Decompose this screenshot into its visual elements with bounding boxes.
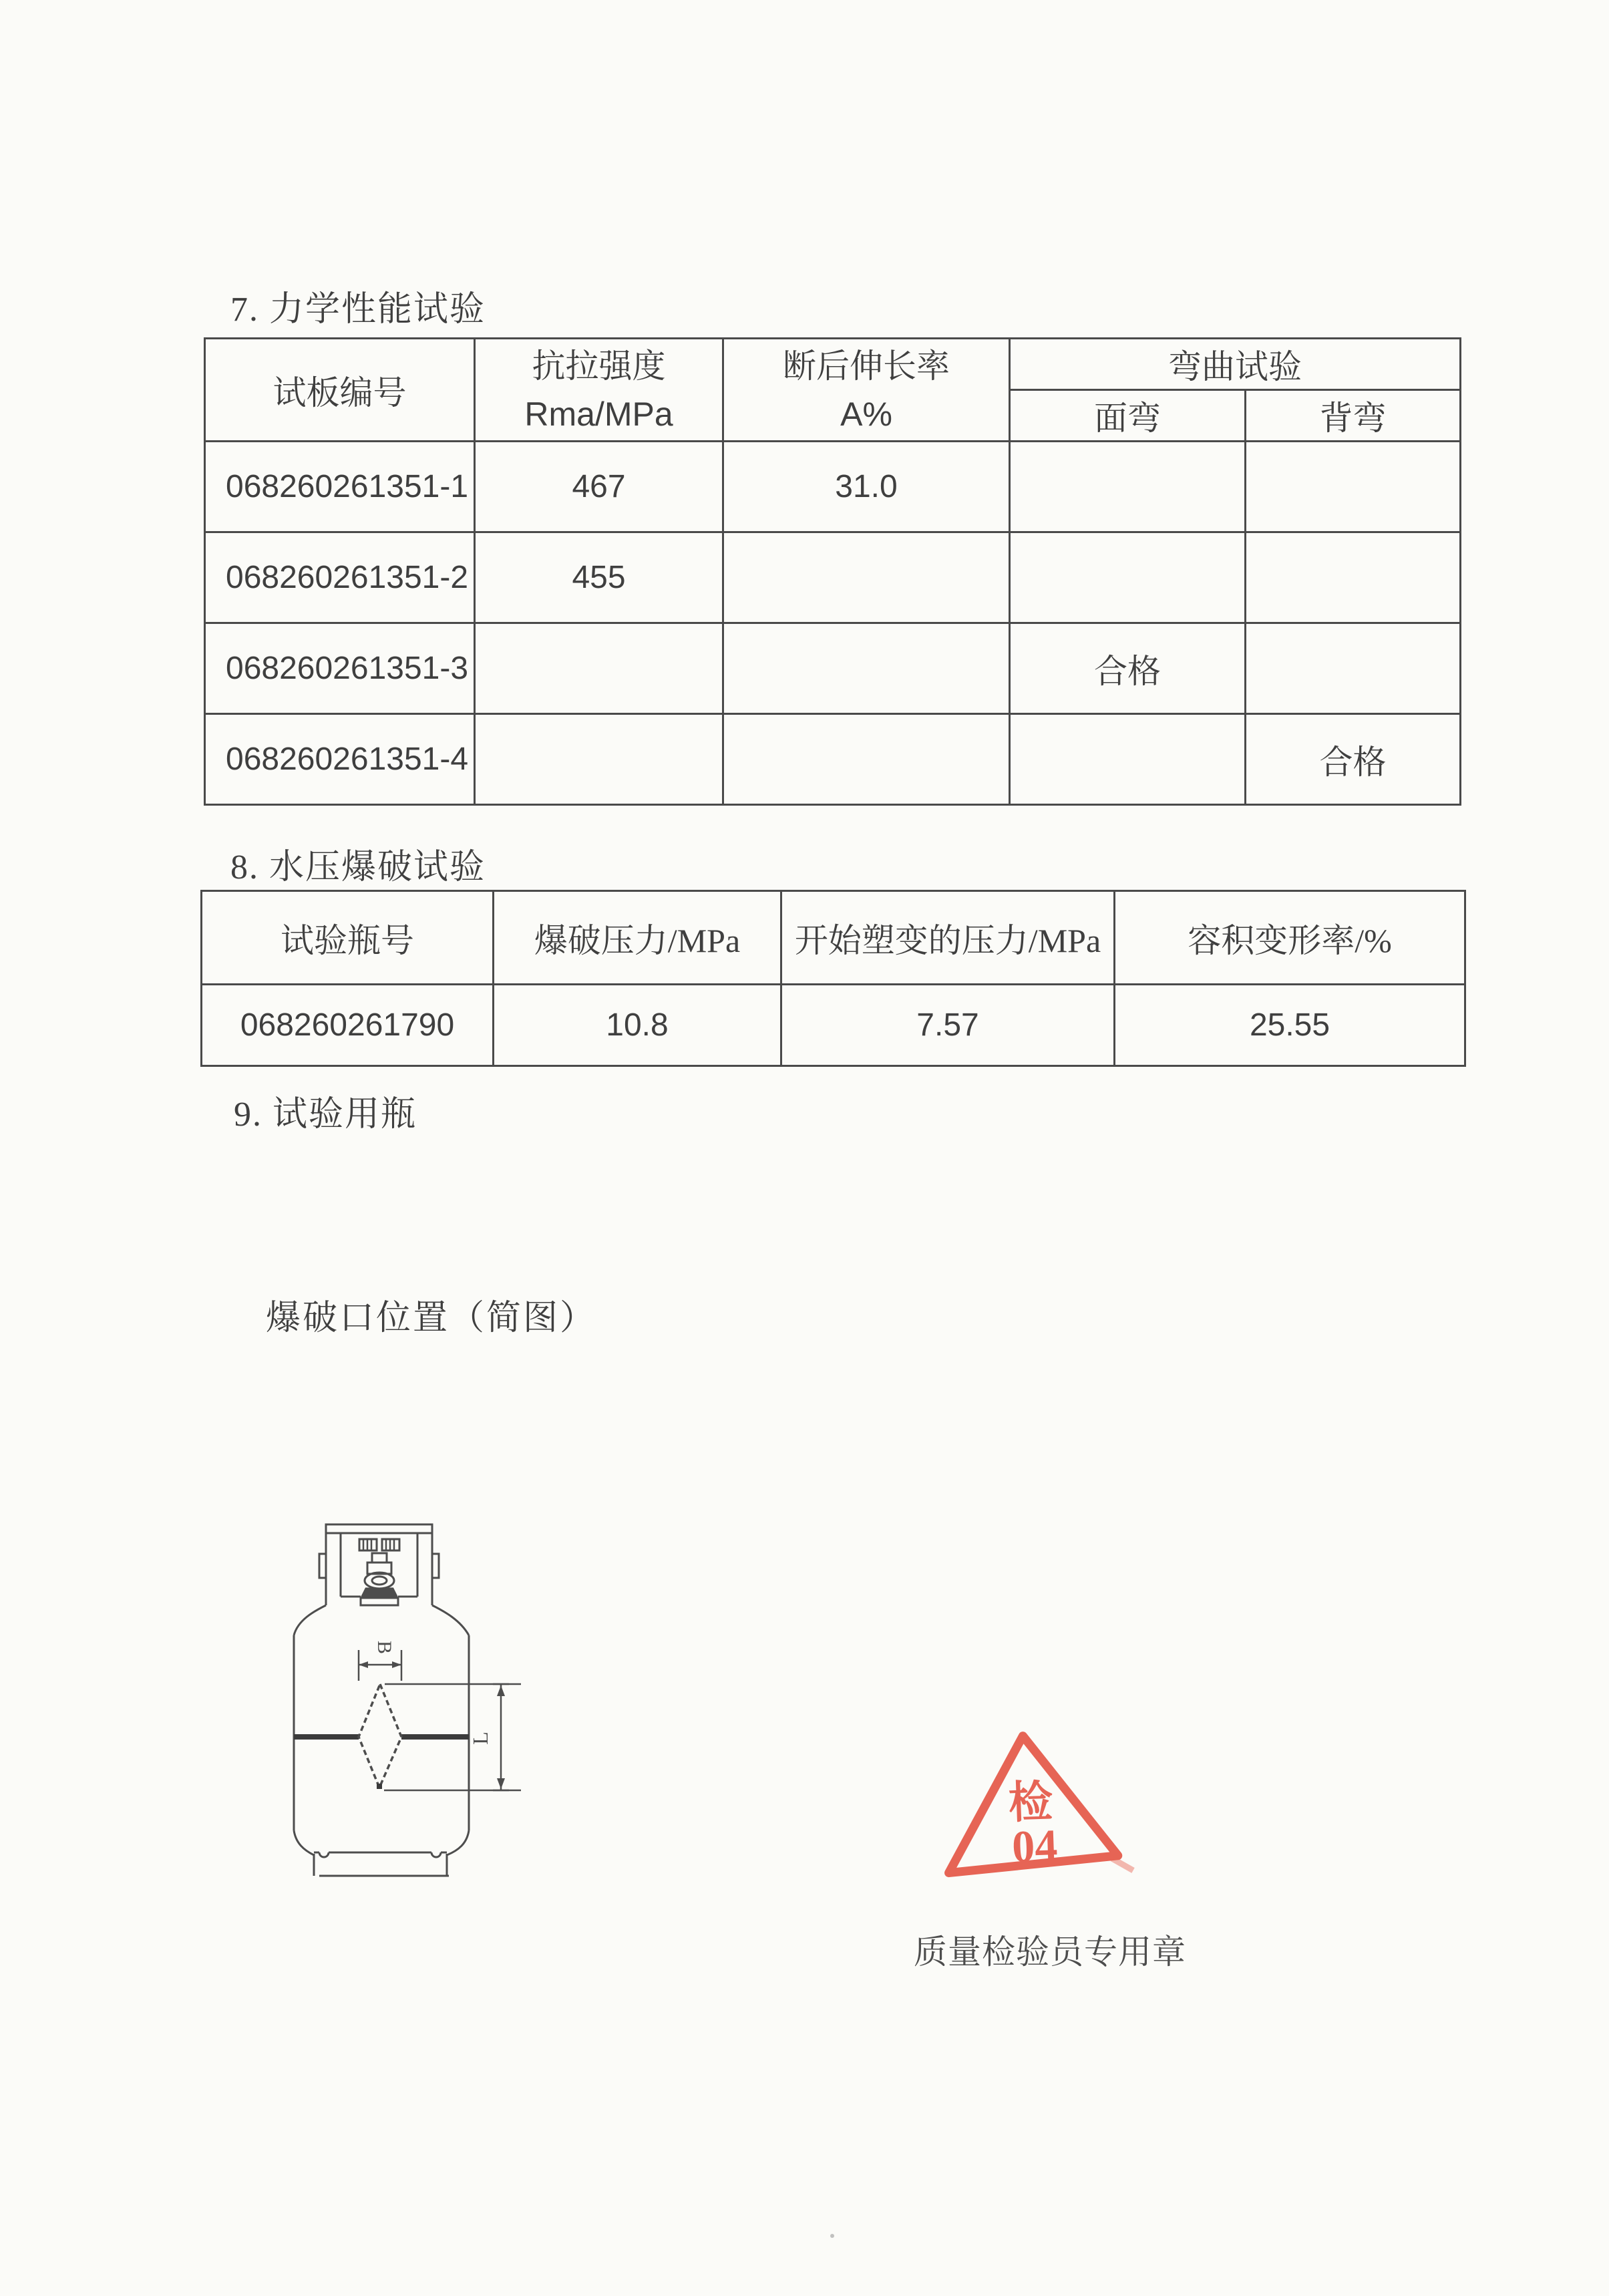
tensile-header-line1: 抗拉强度: [532, 347, 666, 385]
mechanical-test-table: [204, 337, 1461, 806]
stamp-number: 04: [1011, 1819, 1059, 1872]
stamp-ink-smudge: [1112, 1858, 1133, 1871]
dim-b-arrow-left: [359, 1661, 368, 1668]
back-bend-cell: [1246, 623, 1461, 714]
foot-notch-left: [319, 1852, 329, 1857]
col-header-bottle-id: 试验瓶号: [202, 891, 494, 985]
face-bend-cell: 合格: [1010, 623, 1246, 714]
table-row: [205, 442, 1461, 532]
dim-l-arrow-bottom: [497, 1778, 505, 1789]
back-bend-cell: [1246, 442, 1461, 532]
elongation-header-line2: A%: [840, 395, 892, 433]
face-bend-cell: [1010, 442, 1246, 532]
specimen-id-cell: 068260261351-3: [205, 623, 475, 714]
elongation-header-line1: 断后伸长率: [783, 347, 950, 385]
table-row: [205, 623, 1461, 714]
table-row: [205, 714, 1461, 805]
dim-label-l: L: [468, 1732, 492, 1745]
table-row: [205, 532, 1461, 623]
elongation-cell: [723, 623, 1010, 714]
shoulder-right: [432, 1605, 469, 1635]
burst-test-table: [200, 890, 1466, 1067]
section7-title: 7. 力学性能试验: [230, 291, 486, 329]
col-header-tensile-strength: [475, 339, 723, 442]
col-header-elongation: [723, 339, 1010, 442]
back-bend-cell: [1246, 532, 1461, 623]
specimen-id-cell: 068260261351-1: [205, 442, 475, 532]
col-header-face-bend: 面弯: [1010, 390, 1246, 442]
burst-location-label: 爆破口位置（简图）: [266, 1299, 597, 1337]
burst-diamond: [359, 1684, 401, 1788]
shoulder-left: [294, 1605, 326, 1635]
guard-top-band: [326, 1524, 432, 1533]
stamp-symbol: 检: [1007, 1778, 1054, 1828]
table-row: [202, 985, 1465, 1066]
scan-speck: [830, 2234, 834, 2238]
face-bend-cell: [1010, 714, 1246, 805]
valve-icon: [359, 1539, 399, 1605]
tensile-cell: 467: [475, 442, 723, 532]
tensile-header-line2: Rma/MPa: [524, 395, 673, 433]
col-header-volume-deformation: 容积变形率/%: [1115, 891, 1465, 985]
back-bend-cell: 合格: [1246, 714, 1461, 805]
specimen-id-cell: 068260261351-2: [205, 532, 475, 623]
col-header-back-bend: 背弯: [1246, 390, 1461, 442]
foot-notch-right: [431, 1852, 441, 1857]
section8-title: 8. 水压爆破试验: [230, 848, 486, 886]
dim-label-b: B: [373, 1640, 395, 1655]
volume-deformation-cell: 25.55: [1115, 985, 1465, 1066]
specimen-id-cell: 068260261351-4: [205, 714, 475, 805]
elongation-cell: [723, 714, 1010, 805]
burst-pressure-cell: 10.8: [494, 985, 781, 1066]
foot-sides: [314, 1854, 447, 1876]
dim-b-arrow-right: [392, 1661, 401, 1668]
col-header-specimen-id: 试板编号: [205, 339, 475, 442]
tensile-cell: 455: [475, 532, 723, 623]
tensile-cell: [475, 714, 723, 805]
elongation-cell: [723, 532, 1010, 623]
plastic-start-pressure-cell: 7.57: [781, 985, 1115, 1066]
bottle-id-cell: 068260261790: [202, 985, 494, 1066]
elongation-cell: 31.0: [723, 442, 1010, 532]
stamp-caption: 质量检验员专用章: [914, 1933, 1186, 1971]
cylinder-sketch: [287, 1516, 528, 1884]
dome-left: [294, 1830, 314, 1855]
inspector-stamp: [928, 1717, 1142, 1897]
burst-diamond-bottom-dot: [377, 1784, 382, 1789]
tensile-cell: [475, 623, 723, 714]
section9-title: 9. 试验用瓶: [234, 1096, 417, 1134]
dome-right: [447, 1830, 469, 1855]
face-bend-cell: [1010, 532, 1246, 623]
dim-l-arrow-top: [497, 1685, 505, 1696]
col-header-plastic-start-pressure: 开始塑变的压力/MPa: [781, 891, 1115, 985]
col-header-bend-test-group: 弯曲试验: [1010, 339, 1461, 390]
col-header-burst-pressure: 爆破压力/MPa: [494, 891, 781, 985]
